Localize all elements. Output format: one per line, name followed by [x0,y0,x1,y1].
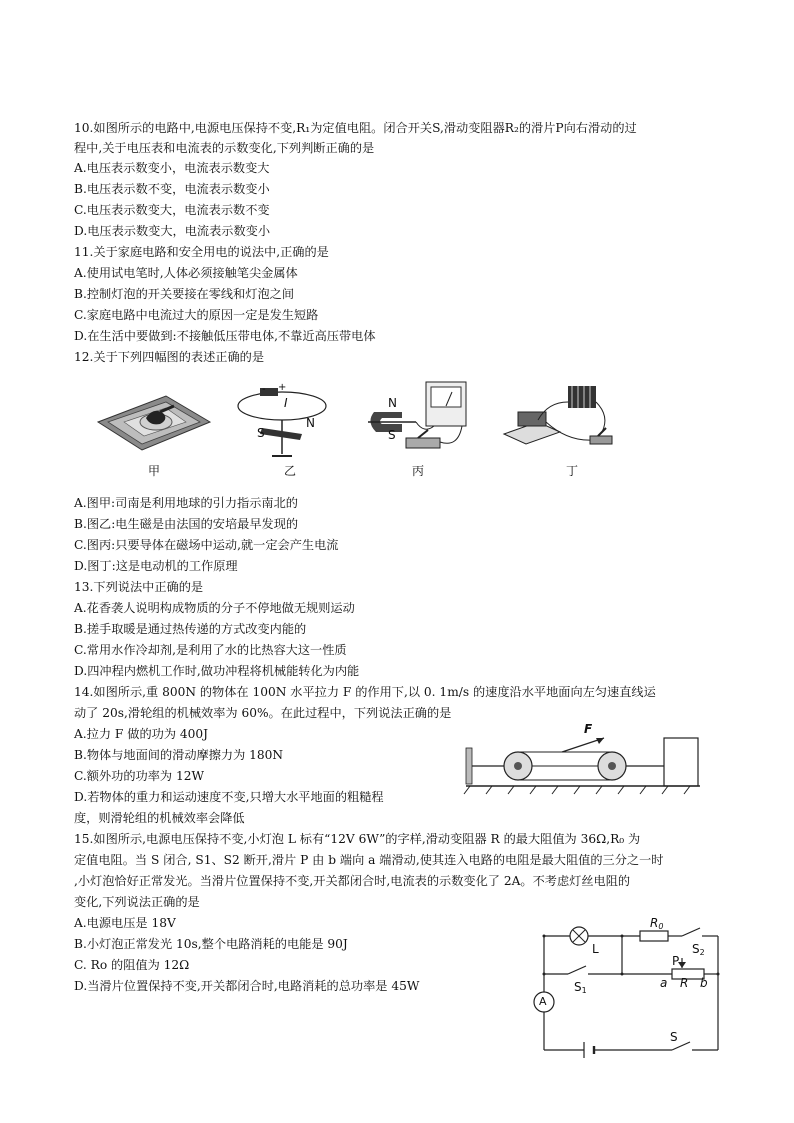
figure-pulley [462,722,702,800]
fig-yi-minus: - [262,384,266,395]
q15-option-c: C. Ro 的阻值为 12Ω [74,958,190,972]
figure-sinan [94,378,214,458]
q12-option-a: A.图甲:司南是利用地球的引力指示南北的 [74,496,298,510]
q11-stem: 11.关于家庭电路和安全用电的说法中,正确的是 [74,245,329,259]
caption-yi: 乙 [284,464,297,478]
fig-yi-n: N [306,416,315,430]
q11-option-c: C.家庭电路中电流过大的原因一定是发生短路 [74,308,319,322]
q11-option-a: A.使用试电笔时,人体必须接触笔尖金属体 [74,266,298,280]
fig-circuit-r: R [680,976,689,990]
q12-option-b: B.图乙:电生磁是由法国的安培最早发现的 [74,517,299,531]
q14-option-c: C.额外功的功率为 12W [74,769,204,783]
figure-oersted [232,384,332,464]
fig-yi-s: S [257,426,265,440]
q12-option-d: D.图丁:这是电动机的工作原理 [74,559,238,573]
q12-option-c: C.图丙:只要导体在磁场中运动,就一定会产生电流 [74,538,339,552]
q11-option-d: D.在生活中要做到:不接触低压带电体,不靠近高压带电体 [74,329,376,343]
q13-option-b: B.搓手取暖是通过热传递的方式改变内能的 [74,622,307,636]
q13-option-a: A.花香袭人说明构成物质的分子不停地做无规则运动 [74,601,355,615]
q13-stem: 13.下列说法中正确的是 [74,580,204,594]
q12-stem: 12.关于下列四幅图的表述正确的是 [74,350,265,364]
fig-circuit-b: b [700,976,708,990]
fig-pulley-force: F [584,722,593,736]
q15-stem-line4: 变化,下列说法正确的是 [74,895,200,909]
q15-option-d: D.当滑片位置保持不变,开关都闭合时,电路消耗的总功率是 45W [74,979,420,993]
q14-option-d-cont: 度，则滑轮组的机械效率会降低 [74,811,245,825]
q11-option-b: B.控制灯泡的开关要接在零线和灯泡之间 [74,287,295,301]
fig-circuit-s2: $S_2$ [692,942,705,957]
q14-stem-line2: 动了 20s,滑轮组的机械效率为 60%。在此过程中，下列说法正确的是 [74,706,452,720]
fig-yi-current: I [284,396,288,410]
q15-stem-line2: 定值电阻。当 S 闭合, S1、S2 断开,滑片 P 由 b 端向 a 端滑动,使其连入电路的电阻是最大阻值的三分之一时 [74,853,664,867]
fig-bing-s: S [388,428,396,442]
q15-option-b: B.小灯泡正常发光 10s,整个电路消耗的电能是 90J [74,937,348,951]
fig-circuit-ammeter: A [539,995,547,1008]
fig-yi-plus: + [278,382,287,393]
q13-option-d: D.四冲程内燃机工作时,做功冲程将机械能转化为内能 [74,664,360,678]
q13-option-c: C.常用水作冷却剂,是利用了水的比热容大这一性质 [74,643,347,657]
q14-option-b: B.物体与地面间的滑动摩擦力为 180N [74,748,284,762]
q15-option-a: A.电源电压是 18V [74,916,176,930]
figure-induction [362,378,482,458]
fig-circuit-r0: $R_0$ [650,916,664,931]
caption-bing: 丙 [412,464,425,478]
q14-stem-line1: 14.如图所示,重 800N 的物体在 100N 水平拉力 F 的作用下,以 0. 1m/s 的速度沿水平地面向左匀速直线运 [74,685,656,699]
figure-motor [498,382,628,462]
q10-stem-line2: 程中,关于电压表和电流表的示数变化,下列判断正确的是 [74,141,375,155]
q14-option-d: D.若物体的重力和运动速度不变,只增大水平地面的粗糙程 [74,790,384,804]
q14-option-a: A.拉力 F 做的功为 400J [74,727,209,741]
q10-option-d: D.电压表示数变大，电流表示数变小 [74,224,271,238]
q10-option-a: A.电压表示数变小，电流表示数变大 [74,161,270,175]
caption-jia: 甲 [148,464,161,478]
q15-stem-line1: 15.如图所示,电源电压保持不变,小灯泡 L 标有“12V 6W”的字样,滑动变阻器 R 的最大阻值为 36Ω,R₀ 为 [74,832,641,846]
q10-stem-line1: 10.如图所示的电路中,电源电压保持不变,R₁为定值电阻。闭合开关S,滑动变阻器R₂的滑片P向右滑动的过 [74,121,637,135]
fig-circuit-lamp: L [592,942,599,956]
q10-option-c: C.电压表示数变大，电流表示数不变 [74,203,270,217]
fig-circuit-a: a [660,976,668,990]
fig-circuit-p: P [672,954,680,968]
q10-option-b: B.电压表示数不变，电流表示数变小 [74,182,270,196]
caption-ding: 丁 [566,464,579,478]
fig-circuit-s: S [670,1030,678,1044]
fig-bing-n: N [388,396,397,410]
q15-stem-line3: ,小灯泡恰好正常发光。当滑片位置保持不变,开关都闭合时,电流表的示数变化了 2A。不考虑灯丝电阻的 [74,874,631,888]
fig-circuit-s1: $S_1$ [574,980,587,995]
